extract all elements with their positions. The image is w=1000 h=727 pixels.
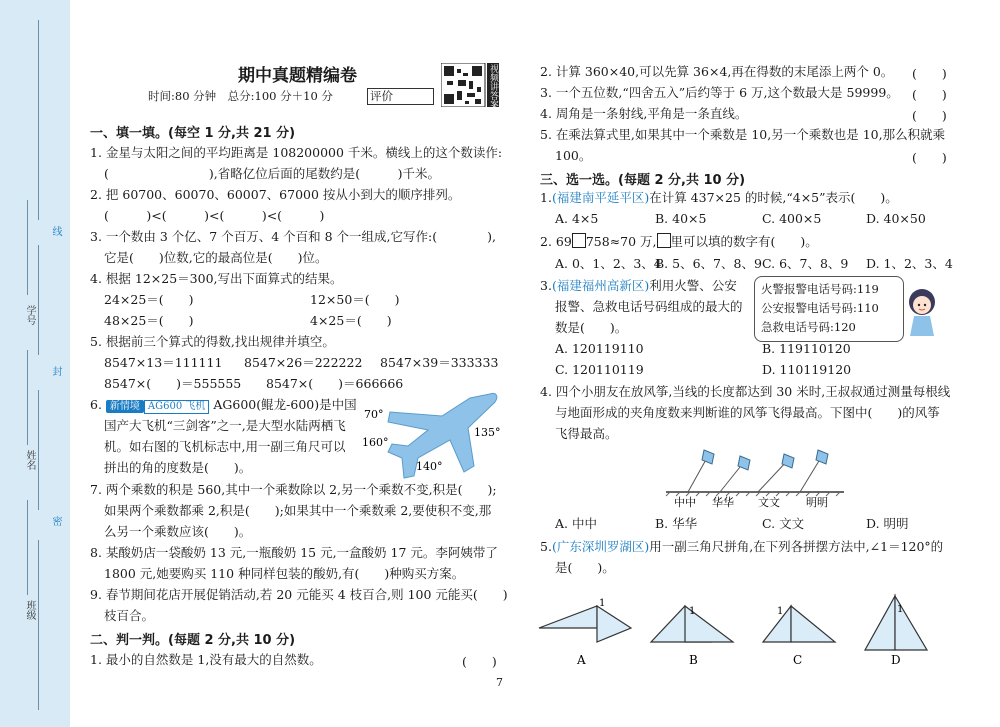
seal-mark: 密 xyxy=(50,516,61,526)
question-text: 2. 69 xyxy=(540,234,572,249)
blank-box[interactable] xyxy=(657,233,671,248)
question-text: 是( )。 xyxy=(555,560,615,575)
answer-paren[interactable]: ( ) xyxy=(912,150,947,165)
option[interactable]: C. 120110119 xyxy=(555,362,644,377)
question-text: 用一副三角尺拼角,在下列各拼摆方法中,∠1＝120°的 xyxy=(649,539,944,554)
question-text: 5. 根据前三个算式的得数,找出规律并填空。 xyxy=(90,334,335,349)
question-text: 机。如右图的飞机标志中,用一副三角尺可以 xyxy=(104,439,346,454)
option[interactable]: D. 40×50 xyxy=(866,211,926,226)
judge-item: 2. 计算 360×40,可以先算 36×4,再在得数的末尾添上两个 0。 xyxy=(540,64,894,79)
choice-question xyxy=(540,539,943,554)
choice-question xyxy=(540,233,818,249)
option[interactable]: B. 119110120 xyxy=(762,341,851,356)
section-heading: 三、选一选。(每题 2 分,共 10 分) xyxy=(540,173,746,188)
question-text: 里可以填的数字有( )。 xyxy=(670,234,818,249)
binding-strip xyxy=(0,0,70,727)
blank-box[interactable] xyxy=(572,233,586,248)
cut-line xyxy=(38,245,39,355)
airplane-figure xyxy=(352,388,502,480)
question-text: AG600(鲲龙-600)是中国 xyxy=(213,397,357,412)
question-text: ( ),省略亿位后面的尾数约是( )千米。 xyxy=(104,166,440,181)
judge-item: 5. 在乘法算式里,如果其中一个乘数是 10,另一个乘数也是 10,那么积就乘 xyxy=(540,127,946,142)
question-text: 报警、急救电话号码组成的最大的 xyxy=(555,299,743,314)
kite-figure xyxy=(660,448,850,518)
kite-owner-label: 华华 xyxy=(712,496,734,509)
name-label: 姓名 xyxy=(24,450,35,470)
angle-one-label: 1 xyxy=(599,598,606,609)
kite-owner-label: 文文 xyxy=(758,496,780,509)
figure-label: B xyxy=(689,653,698,667)
question-number: 1. xyxy=(540,190,552,205)
triangle-ruler-figures xyxy=(535,592,935,670)
question-text: 它是( )位数,它的最高位是( )位。 xyxy=(104,250,328,265)
answer-paren[interactable]: ( ) xyxy=(912,87,947,102)
question-text: 如果两个乘数都乘 2,积是( );如果其中一个乘数乘 2,要使积不变,那 xyxy=(104,503,492,518)
seal-mark: 线 xyxy=(50,226,61,236)
answer-paren[interactable]: ( ) xyxy=(912,108,947,123)
section-heading: 二、判一判。(每题 2 分,共 10 分) xyxy=(90,633,296,648)
angle-label: 135° xyxy=(474,426,501,439)
option[interactable]: D. 110119120 xyxy=(762,362,852,377)
qr-caption: 视频讲答案 xyxy=(488,64,498,109)
option[interactable]: A. 中中 xyxy=(555,516,597,531)
figure-label: C xyxy=(793,653,803,667)
question-text: 枝百合。 xyxy=(104,608,155,623)
question-text: 飞得最高。 xyxy=(555,426,618,441)
evaluation-box: 评价 xyxy=(367,88,434,105)
new-context-badge: 新情境 xyxy=(106,400,144,413)
topic-badge: AG600 飞机 xyxy=(144,400,209,414)
question-text: 9. 春节期间花店开展促销活动,若 20 元能买 4 枝百合,则 100 元能买( ) xyxy=(90,587,508,602)
option[interactable]: D. 明明 xyxy=(866,516,909,531)
option[interactable]: B. 华华 xyxy=(655,516,698,531)
option[interactable]: A. 0、1、2、3、4 xyxy=(555,256,662,271)
callout-line: 急救电话号码:120 xyxy=(761,320,856,334)
option[interactable]: B. 5、6、7、8、9 xyxy=(655,256,762,271)
question-text: 利用火警、公安 xyxy=(649,278,737,293)
question-text: 8. 某酸奶店一袋酸奶 13 元,一瓶酸奶 15 元,一盒酸奶 17 元。李阿姨带了 xyxy=(90,545,498,560)
question-text: 1. 金星与太阳之间的平均距离是 108200000 千米。横线上的这个数读作: xyxy=(90,145,503,160)
question-text: 国产大飞机“三剑客”之一,是大型水陆两栖飞 xyxy=(104,418,346,433)
question-text: 3. 一个数由 3 个亿、7 个百万、4 个百和 8 个一组成,它写作:( ), xyxy=(90,229,496,244)
question-text: 与地面形成的夹角度数来判断谁的风筝飞得最高。下图中( )的风筝 xyxy=(555,405,940,420)
question-number: 6. xyxy=(90,397,102,412)
kite-icon xyxy=(702,450,714,464)
judge-item: 100。 xyxy=(555,148,592,163)
expression: 8547×( )＝666666 xyxy=(266,376,404,391)
expression: 8547×39＝333333 xyxy=(380,355,499,370)
class-line xyxy=(27,500,28,595)
name-line xyxy=(27,350,28,445)
option[interactable]: A. 4×5 xyxy=(555,211,599,226)
question-text: 7. 两个乘数的积是 560,其中一个乘数除以 2,另一个乘数不变,积是( ); xyxy=(90,482,497,497)
kite-icon xyxy=(816,450,828,464)
angle-label: 70° xyxy=(364,408,384,421)
option[interactable]: C. 400×5 xyxy=(762,211,822,226)
angle-one-label: 1 xyxy=(777,606,784,617)
question-text: 1800 元,她要购买 110 种同样包装的酸奶,有( )种购买方案。 xyxy=(104,566,465,581)
question-text: 么另一个乘数应该( )。 xyxy=(104,524,252,539)
source-tag: (广东深圳罗湖区) xyxy=(551,539,650,554)
question-6-line xyxy=(90,397,357,414)
judge-item: 1. 最小的自然数是 1,没有最大的自然数。 xyxy=(90,652,322,667)
expression: 4×25＝( ) xyxy=(310,313,392,328)
set-square-icon xyxy=(865,596,895,650)
question-text: 在计算 437×25 的时候,“4×5”表示( )。 xyxy=(649,190,898,205)
cut-line xyxy=(38,540,39,710)
expression: 24×25＝( ) xyxy=(104,292,194,307)
question-number: 3. xyxy=(540,278,552,293)
section-heading: 一、填一填。(每空 1 分,共 21 分) xyxy=(90,126,296,141)
class-label: 班级 xyxy=(24,600,35,620)
page-title: 期中真题精编卷 xyxy=(238,66,357,86)
question-text: 4. 根据 12×25＝300,写出下面算式的结果。 xyxy=(90,271,343,286)
option[interactable]: C. 文文 xyxy=(762,516,805,531)
choice-question xyxy=(540,278,737,293)
set-square-icon xyxy=(539,606,597,628)
question-number: 5. xyxy=(540,539,552,554)
expression: 8547×26＝222222 xyxy=(244,355,363,370)
option[interactable]: D. 1、2、3、4 xyxy=(866,256,953,271)
answer-paren[interactable]: ( ) xyxy=(462,654,497,669)
source-tag: (福建南平延平区) xyxy=(551,190,650,205)
seal-mark: 封 xyxy=(50,366,61,376)
question-text: 4. 四个小朋友在放风筝,当线的长度都达到 30 米时,王叔叔通过测量每根线 xyxy=(540,384,951,399)
option[interactable]: C. 6、7、8、9 xyxy=(762,256,849,271)
set-square-icon xyxy=(597,606,631,642)
source-tag: (福建福州高新区) xyxy=(551,278,650,293)
judge-item: 4. 周角是一条射线,平角是一条直线。 xyxy=(540,106,748,121)
exam-meta: 时间:80 分钟 总分:100 分＋10 分 xyxy=(148,89,333,103)
expression: 8547×13＝111111 xyxy=(104,355,223,370)
cut-line xyxy=(38,390,39,510)
option[interactable]: B. 40×5 xyxy=(655,211,707,226)
figure-label: A xyxy=(577,653,586,667)
page-number: 7 xyxy=(496,676,503,689)
question-text: 2. 把 60700、60070、60007、67000 按从小到大的顺序排列。 xyxy=(90,187,461,202)
student-id-line xyxy=(27,200,28,295)
judge-item: 3. 一个五位数,“四舍五入”后约等于 6 万,这个数最大是 59999。 xyxy=(540,85,899,100)
expression: 8547×( )＝555555 xyxy=(104,376,242,391)
expression: 48×25＝( ) xyxy=(104,313,194,328)
choice-question xyxy=(540,190,898,205)
girl-illustration-icon xyxy=(902,286,942,338)
figure-label: D xyxy=(891,653,901,667)
phone-number-callout xyxy=(754,276,904,342)
angle-label: 140° xyxy=(416,460,443,473)
angle-label: 160° xyxy=(362,436,389,449)
option[interactable]: A. 120119110 xyxy=(555,341,644,356)
angle-one-label: 1 xyxy=(689,606,696,617)
answer-paren[interactable]: ( ) xyxy=(912,66,947,81)
question-text: 数是( )。 xyxy=(555,320,628,335)
kite-owner-label: 明明 xyxy=(806,496,828,509)
question-text: ( )<( )<( )<( ) xyxy=(104,208,325,223)
cut-line xyxy=(38,20,39,220)
callout-line: 公安报警电话号码:110 xyxy=(761,301,879,315)
student-id-label: 学号 xyxy=(24,305,35,325)
set-square-icon xyxy=(791,606,835,642)
expression: 12×50＝( ) xyxy=(310,292,400,307)
question-text: 拼出的角的度数是( )。 xyxy=(104,460,252,475)
kite-owner-label: 中中 xyxy=(674,496,696,509)
question-text: 758≈70 万, xyxy=(585,234,657,249)
angle-one-label: 1 xyxy=(897,604,904,615)
kite-icon xyxy=(782,454,794,468)
callout-line: 火警报警电话号码:119 xyxy=(761,282,879,296)
